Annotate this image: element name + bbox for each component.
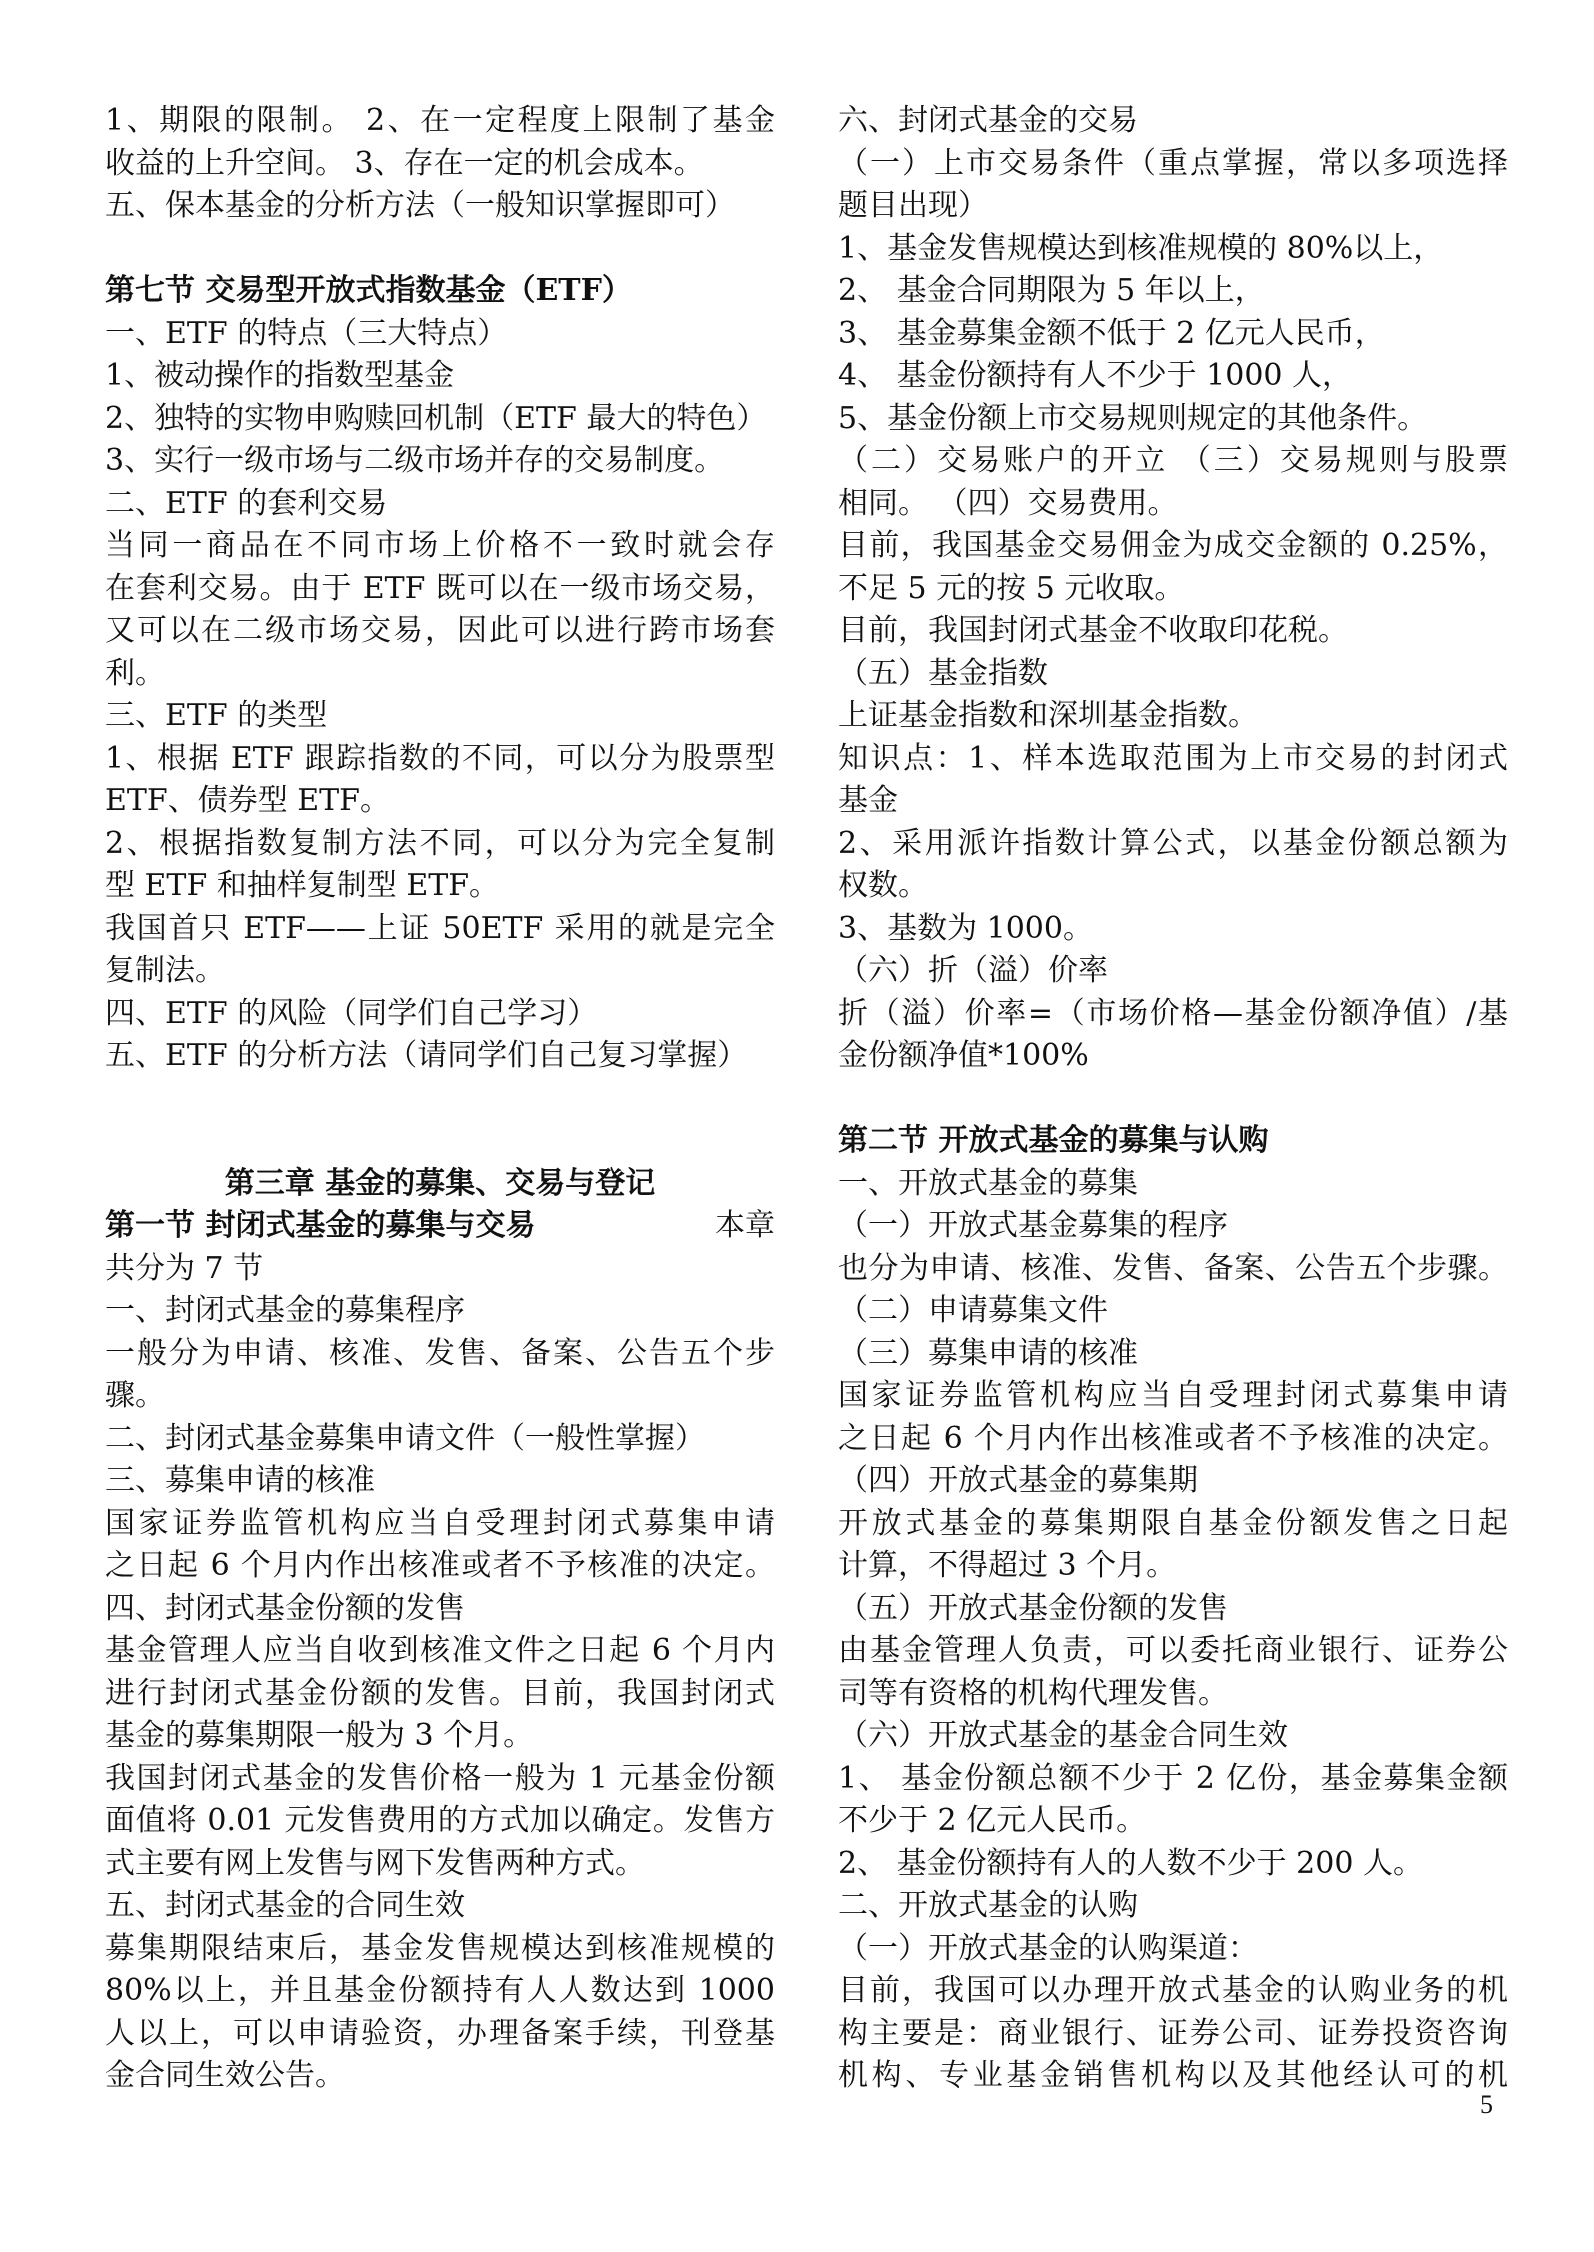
- text-line: 又可以在二级市场交易，因此可以进行跨市场套: [105, 613, 775, 648]
- text-line: 基金管理人应当自收到核准文件之日起 6 个月内: [105, 1633, 775, 1668]
- text-line: 一般分为申请、核准、发售、备案、公告五个步: [105, 1335, 775, 1371]
- text-line: 1、 基金份额总额不少于 2 亿份，基金募集金额: [838, 1760, 1508, 1796]
- text-line: 四、ETF 的风险（同学们自己学习）: [105, 995, 598, 1031]
- text-line: 1、根据 ETF 跟踪指数的不同，可以分为股票型: [105, 740, 775, 776]
- text-line: 2、采用派许指数计算公式，以基金份额总额为: [838, 825, 1508, 861]
- text-line: ETF、债券型 ETF。: [105, 783, 390, 818]
- left-column: [105, 100, 775, 2098]
- text-line: 折（溢）价率=（市场价格—基金份额净值）/基: [838, 995, 1508, 1031]
- text-line: 募集期限结束后，基金发售规模达到核准规模的: [105, 1930, 775, 1966]
- text-line: 一、封闭式基金的募集程序: [105, 1293, 465, 1328]
- text-line: 国家证券监管机构应当自受理封闭式募集申请: [105, 1505, 775, 1541]
- text-line: 上证基金指数和深圳基金指数。: [838, 698, 1258, 733]
- text-line: 金份额净值*100%: [838, 1038, 1089, 1073]
- blank-line: [105, 1078, 775, 1121]
- text-line: 二、ETF 的套利交易: [105, 485, 388, 521]
- text-line: （一）开放式基金募集的程序: [838, 1208, 1228, 1243]
- text-line: 开放式基金的募集期限自基金份额发售之日起: [838, 1505, 1508, 1541]
- text-line: 五、封闭式基金的合同生效: [105, 1888, 465, 1923]
- text-line: 我国封闭式基金的发售价格一般为 1 元基金份额: [105, 1760, 775, 1796]
- text-line: 3、基数为 1000。: [838, 910, 1093, 946]
- text-line: 4、 基金份额持有人不少于 1000 人，: [838, 358, 1353, 393]
- text-line: 3、 基金募集金额不低于 2 亿元人民币，: [838, 315, 1385, 351]
- section-heading-row: [105, 1205, 775, 1248]
- blank-line: [838, 1078, 1508, 1121]
- text-line: 1、基金发售规模达到核准规模的 80%以上，: [838, 230, 1444, 266]
- text-line: （五）开放式基金份额的发售: [838, 1590, 1228, 1626]
- text-line: （一）上市交易条件（重点掌握，常以多项选择: [838, 145, 1508, 181]
- text-line: 由基金管理人负责，可以委托商业银行、证券公: [838, 1633, 1508, 1668]
- text-line: （五）基金指数: [838, 655, 1048, 691]
- text-line: 五、ETF 的分析方法（请同学们自己复习掌握）: [105, 1038, 748, 1073]
- section-heading: 第二节 开放式基金的募集与认购: [838, 1123, 1269, 1158]
- text-line: （六）折（溢）价率: [838, 953, 1108, 988]
- text-line: 构主要是：商业银行、证券公司、证券投资咨询: [838, 2015, 1508, 2051]
- text-line: 计算，不得超过 3 个月。: [838, 1548, 1177, 1583]
- text-line: 式主要有网上发售与网下发售两种方式。: [105, 1845, 645, 1881]
- text-line: 四、封闭式基金份额的发售: [105, 1590, 465, 1626]
- text-line: 我国首只 ETF——上证 50ETF 采用的就是完全: [105, 910, 775, 946]
- text-line: 二、封闭式基金募集申请文件（一般性掌握）: [105, 1420, 705, 1456]
- text-line: 当同一商品在不同市场上价格不一致时就会存: [105, 528, 775, 563]
- blank-line: [105, 228, 775, 271]
- text-line: 利。: [105, 655, 165, 691]
- text-line: 5、基金份额上市交易规则规定的其他条件。: [838, 400, 1428, 436]
- text-line: 1、被动操作的指数型基金: [105, 358, 455, 393]
- text-line: 在套利交易。由于 ETF 既可以在一级市场交易，: [105, 570, 775, 606]
- text-line: （二）交易账户的开立 （三）交易规则与股票: [838, 443, 1508, 478]
- text-line: 目前，我国基金交易佣金为成交金额的 0.25%，: [838, 528, 1508, 563]
- page-number: 5: [1480, 2090, 1493, 2119]
- text-line: 目前，我国可以办理开放式基金的认购业务的机: [838, 1973, 1508, 2008]
- text-line: 金合同生效公告。: [105, 2058, 345, 2093]
- text-line: 1、期限的限制。 2、在一定程度上限制了基金: [105, 103, 775, 138]
- text-line: 机构、专业基金销售机构以及其他经认可的机: [838, 2058, 1508, 2093]
- text-line: 也分为申请、核准、发售、备案、公告五个步骤。: [838, 1250, 1508, 1286]
- chapter-heading: 第三章 基金的募集、交易与登记: [224, 1165, 656, 1201]
- text-line: 进行封闭式基金份额的发售。目前，我国封闭式: [105, 1675, 775, 1711]
- text-line: 不足 5 元的按 5 元收取。: [838, 570, 1185, 606]
- text-line: 型 ETF 和抽样复制型 ETF。: [105, 868, 500, 903]
- chapter-note: 本章: [715, 1208, 775, 1243]
- text-line: 2、根据指数复制方法不同，可以分为完全复制: [105, 825, 775, 861]
- text-line: 2、 基金合同期限为 5 年以上，: [838, 273, 1265, 308]
- text-line: 题目出现）: [838, 188, 988, 223]
- text-line: 五、保本基金的分析方法（一般知识掌握即可）: [105, 188, 735, 223]
- text-line: 复制法。: [105, 953, 225, 988]
- text-line: 共分为 7 节: [105, 1250, 264, 1286]
- text-line: （一）开放式基金的认购渠道：: [838, 1930, 1258, 1966]
- text-line: 三、募集申请的核准: [105, 1463, 375, 1498]
- text-line: 骤。: [105, 1378, 165, 1413]
- text-line: 不少于 2 亿元人民币。: [838, 1803, 1147, 1838]
- text-line: 之日起 6 个月内作出核准或者不予核准的决定。: [838, 1420, 1508, 1456]
- text-line: 人以上，可以申请验资，办理备案手续，刊登基: [105, 2015, 775, 2051]
- text-line: （二）申请募集文件: [838, 1293, 1108, 1328]
- text-line: （六）开放式基金的基金合同生效: [838, 1718, 1288, 1753]
- text-line: 基金的募集期限一般为 3 个月。: [105, 1718, 534, 1753]
- text-line: 权数。: [838, 868, 928, 903]
- text-line: 80%以上，并且基金份额持有人人数达到 1000: [105, 1973, 775, 2008]
- text-line: 知识点：1、样本选取范围为上市交易的封闭式: [838, 740, 1508, 776]
- text-line: （四）开放式基金的募集期: [838, 1463, 1198, 1498]
- text-line: 3、实行一级市场与二级市场并存的交易制度。: [105, 443, 725, 478]
- text-line: 基金: [838, 783, 898, 818]
- text-line: 目前，我国封闭式基金不收取印花税。: [838, 613, 1348, 648]
- right-column: [838, 100, 1508, 2098]
- text-line: 三、ETF 的类型: [105, 698, 328, 733]
- text-line: 司等有资格的机构代理发售。: [838, 1675, 1228, 1711]
- text-line: （三）募集申请的核准: [838, 1335, 1138, 1371]
- text-line: 2、 基金份额持有人的人数不少于 200 人。: [838, 1845, 1423, 1881]
- section-heading: 第七节 交易型开放式指数基金（ETF）: [105, 273, 632, 308]
- text-line: 相同。 （四）交易费用。: [838, 485, 1178, 521]
- text-line: 2、独特的实物申购赎回机制（ETF 最大的特色）: [105, 400, 767, 436]
- text-line: 六、封闭式基金的交易: [838, 103, 1138, 138]
- text-line: 一、开放式基金的募集: [838, 1165, 1138, 1201]
- section-heading: 第一节 封闭式基金的募集与交易: [105, 1208, 536, 1243]
- text-line: 面值将 0.01 元发售费用的方式加以确定。发售方: [105, 1803, 775, 1838]
- text-line: 国家证券监管机构应当自受理封闭式募集申请: [838, 1378, 1508, 1413]
- blank-line: [105, 1120, 775, 1163]
- text-line: 二、开放式基金的认购: [838, 1888, 1138, 1923]
- text-line: 之日起 6 个月内作出核准或者不予核准的决定。: [105, 1548, 775, 1583]
- text-line: 收益的上升空间。 3、存在一定的机会成本。: [105, 145, 704, 181]
- text-line: 一、ETF 的特点（三大特点）: [105, 315, 508, 351]
